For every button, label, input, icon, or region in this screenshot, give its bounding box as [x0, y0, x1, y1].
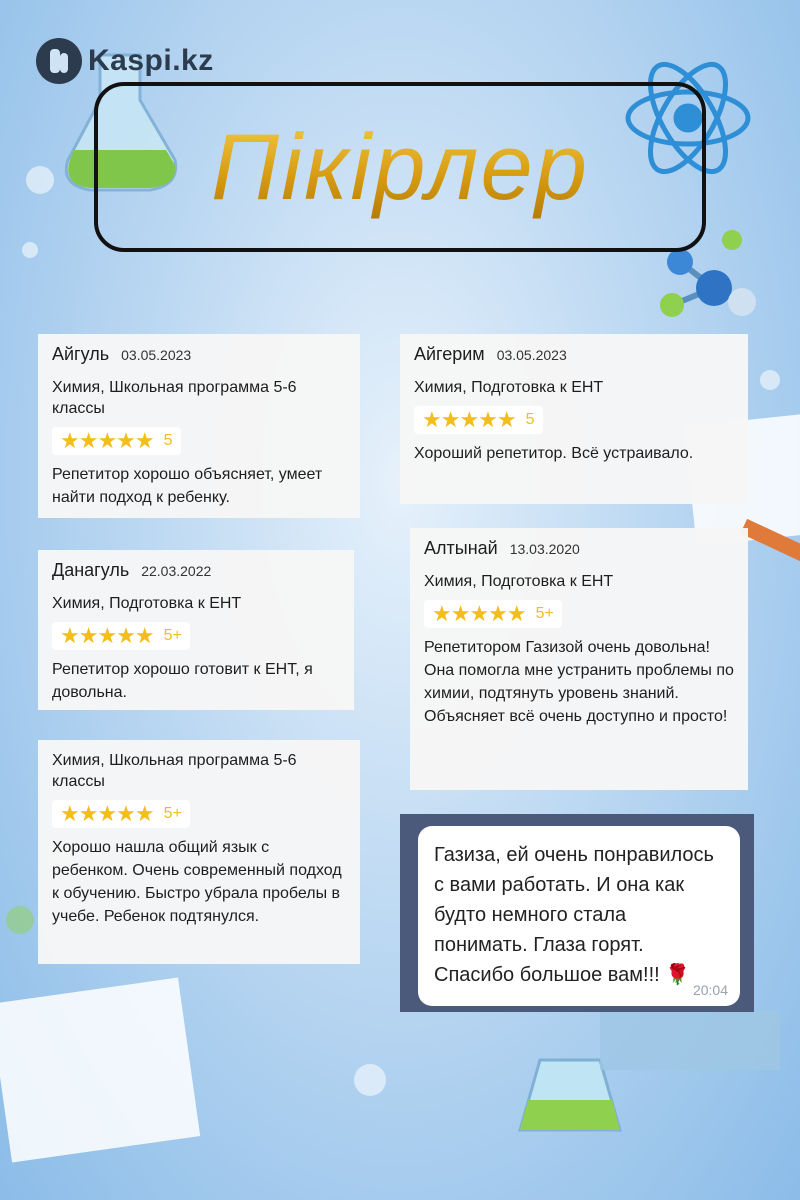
- kaspi-logo: [36, 38, 214, 84]
- star-rating-icon: ★★★★★: [60, 623, 154, 648]
- review-card: [400, 334, 748, 504]
- reviewer-name: Айгуль: [52, 344, 110, 364]
- rating-score: 5+: [163, 805, 182, 822]
- rating-badge: [414, 406, 543, 434]
- reviewer-name: Алтынай: [424, 538, 498, 558]
- rating-score: 5+: [535, 605, 554, 622]
- review-subject: Химия, Школьная программа 5-6 классы: [52, 752, 297, 790]
- bottom-flask-icon: [520, 1010, 780, 1130]
- review-text: Хорошо нашла общий язык с ребенком. Очень современный подход к обучению. Быстро убрала пробелы в учебе. Ребенок подтянулся.: [52, 839, 342, 925]
- review-date: 13.03.2020: [509, 541, 580, 557]
- rating-badge: [52, 800, 190, 828]
- star-rating-icon: ★★★★★: [60, 428, 154, 453]
- chat-message-bubble: [418, 826, 740, 1006]
- kaspi-logo-text: Kaspi.kz: [88, 44, 214, 77]
- rating-score: 5: [525, 411, 535, 428]
- chat-screenshot: [400, 814, 754, 1012]
- review-date: 22.03.2022: [141, 563, 212, 579]
- star-rating-icon: ★★★★★: [60, 801, 154, 826]
- kaspi-logo-icon: [36, 38, 82, 84]
- page-title: Пікірлер: [210, 114, 590, 219]
- review-text: Репетитор хорошо готовит к ЕНТ, я довольна.: [52, 661, 313, 701]
- review-card: [410, 528, 748, 790]
- review-date: 03.05.2023: [121, 347, 192, 363]
- chat-message-text: Газиза, ей очень понравилось с вами работать. И она как будто немного стала понимать. Глаза горят. Спасибо большое вам!!! 🌹: [434, 844, 714, 986]
- star-rating-icon: ★★★★★: [432, 601, 526, 626]
- review-subject: Химия, Подготовка к ЕНТ: [424, 573, 614, 590]
- review-text: Репетитор хорошо объясняет, умеет найти подход к ребенку.: [52, 466, 323, 506]
- review-subject: Химия, Школьная программа 5-6 классы: [52, 379, 297, 417]
- rating-score: 5: [163, 432, 173, 449]
- review-text: Хороший репетитор. Всё устраивало.: [414, 445, 694, 462]
- review-card: [38, 334, 360, 518]
- reviewer-name: Айгерим: [414, 344, 485, 364]
- star-rating-icon: ★★★★★: [422, 407, 516, 432]
- review-card: [38, 740, 360, 964]
- reviewer-name: Данагуль: [52, 560, 130, 580]
- rating-score: 5+: [163, 627, 182, 644]
- review-date: 03.05.2023: [496, 347, 567, 363]
- chat-message-time: 20:04: [692, 982, 728, 998]
- page-title-frame: [94, 82, 706, 252]
- review-subject: Химия, Подготовка к ЕНТ: [52, 595, 242, 612]
- review-card: [38, 550, 354, 710]
- rating-badge: [52, 427, 181, 455]
- rating-badge: [424, 600, 562, 628]
- rating-badge: [52, 622, 190, 650]
- review-text: Репетитором Газизой очень довольна! Она помогла мне устранить проблемы по химии, подтянуть уровень знаний. Объясняет всё очень доступно и просто!: [424, 639, 734, 725]
- review-subject: Химия, Подготовка к ЕНТ: [414, 379, 604, 396]
